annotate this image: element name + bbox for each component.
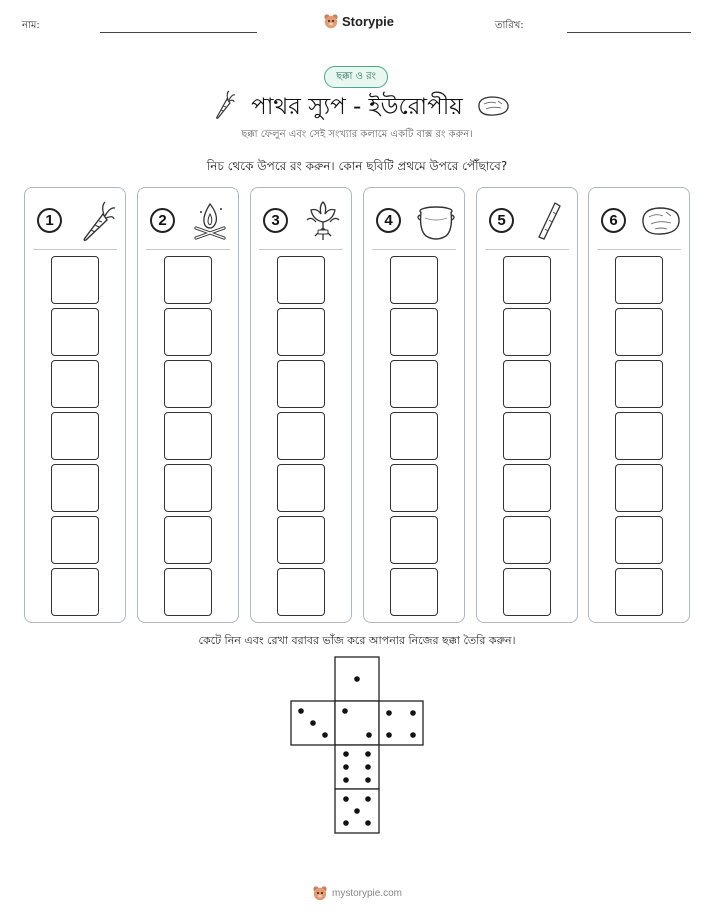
column-divider (33, 249, 117, 250)
color-box[interactable] (51, 256, 99, 304)
name-line[interactable] (100, 32, 257, 33)
color-box[interactable] (164, 360, 212, 408)
column-header (33, 198, 117, 244)
date-line[interactable] (567, 32, 691, 33)
name-label: নাম: (22, 20, 40, 31)
column-number: 2 (150, 208, 175, 233)
carrot-icon (77, 200, 117, 242)
column-5 (476, 187, 578, 623)
color-box[interactable] (390, 568, 438, 616)
color-box[interactable] (503, 308, 551, 356)
color-box[interactable] (615, 516, 663, 564)
color-box[interactable] (51, 308, 99, 356)
color-box[interactable] (51, 412, 99, 460)
campfire-icon (190, 200, 230, 242)
column-3 (250, 187, 352, 623)
column-divider (259, 249, 343, 250)
storypie-logo-icon (323, 13, 339, 29)
color-box[interactable] (164, 464, 212, 512)
column-number: 4 (376, 208, 401, 233)
color-box[interactable] (615, 308, 663, 356)
column-6 (588, 187, 690, 623)
column-header (146, 198, 230, 244)
column-divider (597, 249, 681, 250)
color-box[interactable] (615, 360, 663, 408)
color-box[interactable] (503, 464, 551, 512)
color-box[interactable] (390, 256, 438, 304)
color-box[interactable] (277, 464, 325, 512)
color-box[interactable] (277, 256, 325, 304)
column-header (372, 198, 456, 244)
color-box[interactable] (390, 516, 438, 564)
color-box[interactable] (390, 360, 438, 408)
color-box[interactable] (615, 568, 663, 616)
color-box[interactable] (277, 360, 325, 408)
pot-icon (416, 200, 456, 242)
brand (323, 13, 394, 29)
color-box[interactable] (277, 516, 325, 564)
column-number: 1 (37, 208, 62, 233)
column-1 (24, 187, 126, 623)
dice-net[interactable] (290, 656, 424, 834)
column-header (485, 198, 569, 244)
herbs-icon (303, 200, 343, 242)
color-box[interactable] (164, 256, 212, 304)
color-box[interactable] (615, 256, 663, 304)
color-box[interactable] (51, 568, 99, 616)
column-header (259, 198, 343, 244)
column-4 (363, 187, 465, 623)
color-box[interactable] (390, 308, 438, 356)
color-box[interactable] (277, 568, 325, 616)
color-box[interactable] (615, 464, 663, 512)
color-box[interactable] (503, 256, 551, 304)
storypie-logo-icon (312, 885, 328, 901)
color-box[interactable] (390, 464, 438, 512)
color-box[interactable] (164, 568, 212, 616)
column-number: 3 (263, 208, 288, 233)
stone-icon (476, 95, 510, 117)
brand-name: Storypie (342, 13, 395, 29)
color-box[interactable] (164, 412, 212, 460)
color-box[interactable] (51, 464, 99, 512)
column-divider (146, 249, 230, 250)
color-box[interactable] (164, 516, 212, 564)
color-box[interactable] (503, 360, 551, 408)
color-box[interactable] (390, 412, 438, 460)
column-number: 5 (489, 208, 514, 233)
subtitle: ছক্কা ফেলুন এবং সেই সংখ্যার কলামে একটি বাক্স রং করুন। (241, 129, 473, 140)
instruction: নিচ থেকে উপরে রং করুন। কোন ছবিটি প্রথমে উপরে পৌঁছাবে? (206, 159, 508, 173)
color-box[interactable] (503, 516, 551, 564)
color-box[interactable] (277, 308, 325, 356)
color-box[interactable] (277, 412, 325, 460)
column-number: 6 (601, 208, 626, 233)
stick-icon (529, 200, 569, 242)
page-title: পাথর স্যুপ - ইউরোপীয় (251, 94, 463, 120)
color-box[interactable] (503, 412, 551, 460)
column-divider (372, 249, 456, 250)
footer-url[interactable]: mystorypie.com (331, 887, 402, 899)
date-label: তারিখ: (495, 20, 524, 31)
column-divider (485, 249, 569, 250)
stone-icon (641, 200, 681, 242)
color-box[interactable] (503, 568, 551, 616)
color-box[interactable] (615, 412, 663, 460)
cut-instruction: কেটে নিন এবং রেখা বরাবর ভাঁজ করে আপনার নিজের ছক্কা তৈরি করুন। (198, 634, 516, 647)
color-box[interactable] (51, 516, 99, 564)
color-box[interactable] (51, 360, 99, 408)
column-header (597, 198, 681, 244)
color-box[interactable] (164, 308, 212, 356)
column-2 (137, 187, 239, 623)
footer (0, 885, 714, 901)
activity-badge: ছক্কা ও রং (324, 66, 388, 88)
